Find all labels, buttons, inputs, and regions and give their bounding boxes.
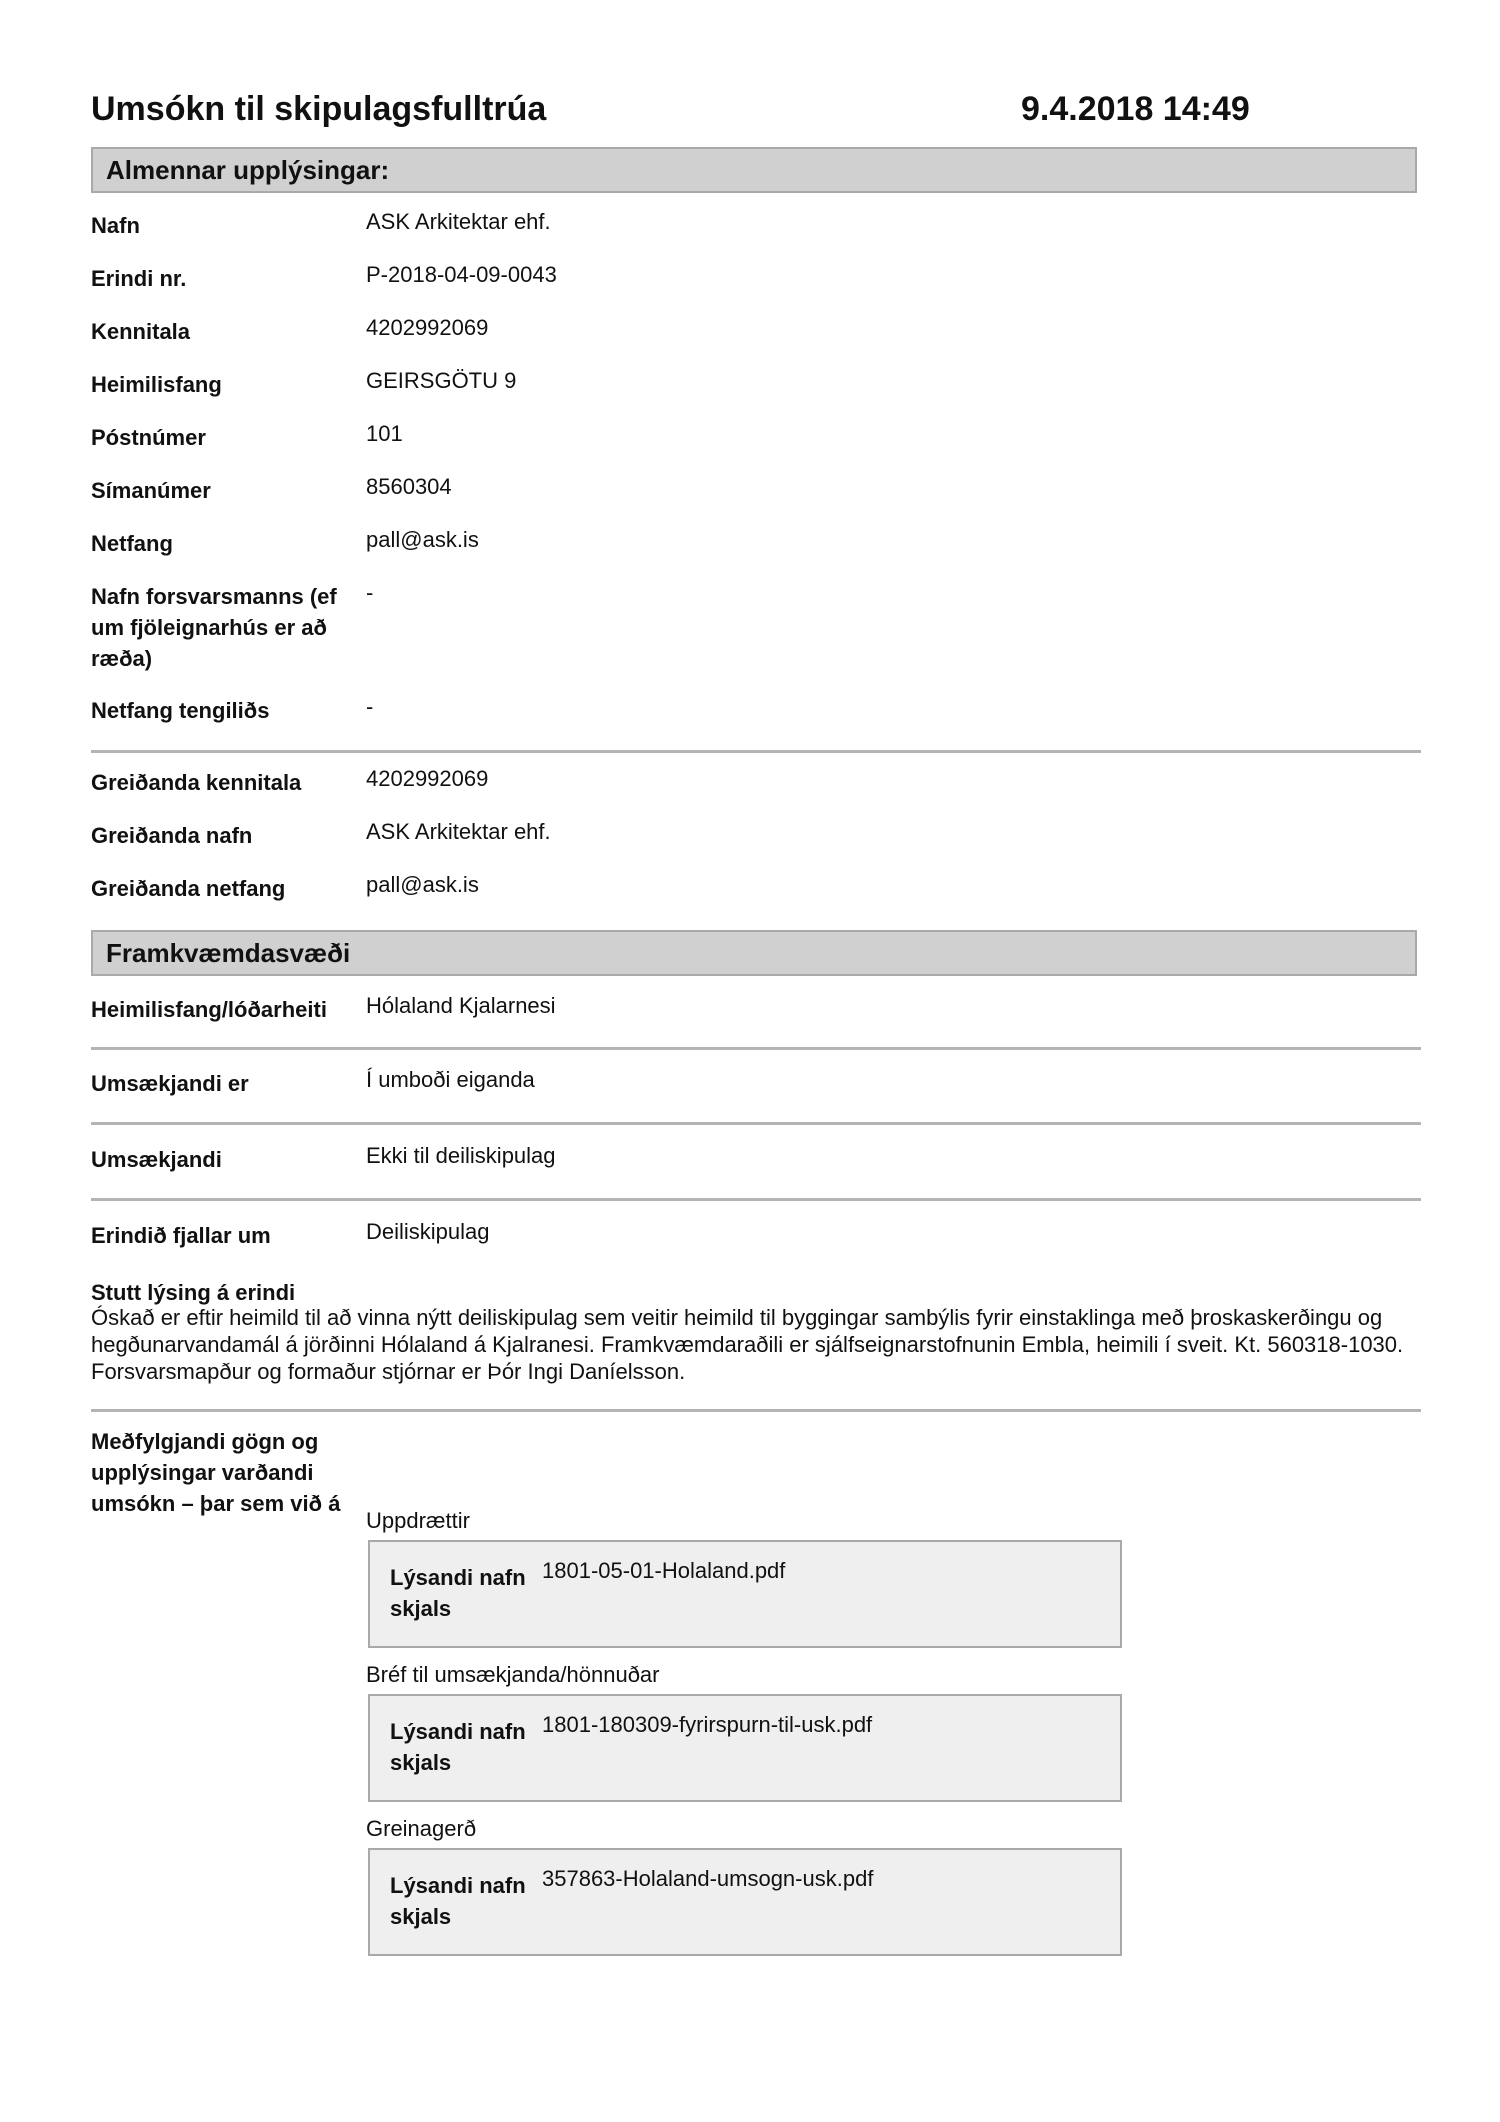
- document-title: Umsókn til skipulagsfulltrúa: [91, 90, 547, 128]
- field-label: Erindið fjallar um: [91, 1223, 271, 1248]
- field-label: Kennitala: [91, 319, 191, 344]
- attachment-box: [368, 1694, 1122, 1802]
- field-value: -: [366, 694, 374, 719]
- attachment-name-label: Lýsandi nafn skjals: [390, 1719, 526, 1775]
- field-label: Greiðanda kennitala: [91, 770, 302, 795]
- field-value: 4202992069: [366, 315, 489, 340]
- field-label: Símanúmer: [91, 478, 211, 503]
- field-value: pall@ask.is: [366, 527, 479, 552]
- field-value: -: [366, 580, 374, 605]
- field-value: ASK Arkitektar ehf.: [366, 819, 551, 844]
- field-value: Deiliskipulag: [366, 1219, 490, 1244]
- description-title: Stutt lýsing á erindi: [91, 1280, 296, 1305]
- field-value: Hólaland Kjalarnesi: [366, 993, 556, 1018]
- attachment-category: Greinagerð: [366, 1816, 477, 1841]
- divider: [91, 1198, 1421, 1201]
- attachment-name-label: Lýsandi nafn skjals: [390, 1565, 526, 1621]
- document-date: 9.4.2018 14:49: [1021, 90, 1250, 128]
- field-label: Umsækjandi er: [91, 1071, 249, 1096]
- field-value: pall@ask.is: [366, 872, 479, 897]
- field-value: 101: [366, 421, 403, 446]
- field-label: Netfang: [91, 531, 173, 556]
- attachment-file-link[interactable]: 1801-05-01-Holaland.pdf: [542, 1558, 786, 1583]
- field-value: ASK Arkitektar ehf.: [366, 209, 551, 234]
- attachment-box: [368, 1848, 1122, 1956]
- field-label: Póstnúmer: [91, 425, 206, 450]
- field-label: Heimilisfang/lóðarheiti: [91, 997, 327, 1022]
- field-label: Nafn forsvarsmanns (ef um fjöleignarhús er að ræða): [91, 584, 337, 671]
- field-value: 4202992069: [366, 766, 489, 791]
- field-label: Nafn: [91, 213, 140, 238]
- divider: [91, 1409, 1421, 1412]
- section-header-general: Almennar upplýsingar:: [91, 147, 1417, 193]
- field-value: Ekki til deiliskipulag: [366, 1143, 556, 1168]
- divider: [91, 750, 1421, 753]
- field-label: Greiðanda netfang: [91, 876, 286, 901]
- description-text: Óskað er eftir heimild til að vinna nýtt deiliskipulag sem veitir heimild til byggingar sambýlis fyrir einstaklinga með þroskaskerðingu og hegðunarvandamál á jörðinni Hólaland á Kjalranesi. Framkvæmdaraðili er sjálfseignarstofnunin Embla, heimili í sveit. Kt. 560318-1030. Forsvarsmapður og formaður stjórnar er Þór Ingi Daníelsson.: [91, 1305, 1404, 1384]
- attachment-category: Uppdrættir: [366, 1508, 470, 1533]
- field-value: GEIRSGÖTU 9: [366, 368, 517, 393]
- field-label: Netfang tengiliðs: [91, 698, 270, 723]
- field-label: Erindi nr.: [91, 266, 187, 291]
- attachment-file-link[interactable]: 357863-Holaland-umsogn-usk.pdf: [542, 1866, 874, 1891]
- field-value: Í umboði eiganda: [366, 1067, 535, 1092]
- field-label: Umsækjandi: [91, 1147, 222, 1172]
- section-header-project: Framkvæmdasvæði: [91, 930, 1417, 976]
- field-label: Greiðanda nafn: [91, 823, 253, 848]
- attachment-box: [368, 1540, 1122, 1648]
- divider: [91, 1122, 1421, 1125]
- field-label: Heimilisfang: [91, 372, 222, 397]
- field-value: P-2018-04-09-0043: [366, 262, 557, 287]
- attachment-category: Bréf til umsækjanda/hönnuðar: [366, 1662, 660, 1687]
- attachments-label: Meðfylgjandi gögn og upplýsingar varðandi umsókn – þar sem við á: [91, 1429, 341, 1516]
- attachment-file-link[interactable]: 1801-180309-fyrirspurn-til-usk.pdf: [542, 1712, 873, 1737]
- field-value: 8560304: [366, 474, 452, 499]
- attachment-name-label: Lýsandi nafn skjals: [390, 1873, 526, 1929]
- divider: [91, 1047, 1421, 1050]
